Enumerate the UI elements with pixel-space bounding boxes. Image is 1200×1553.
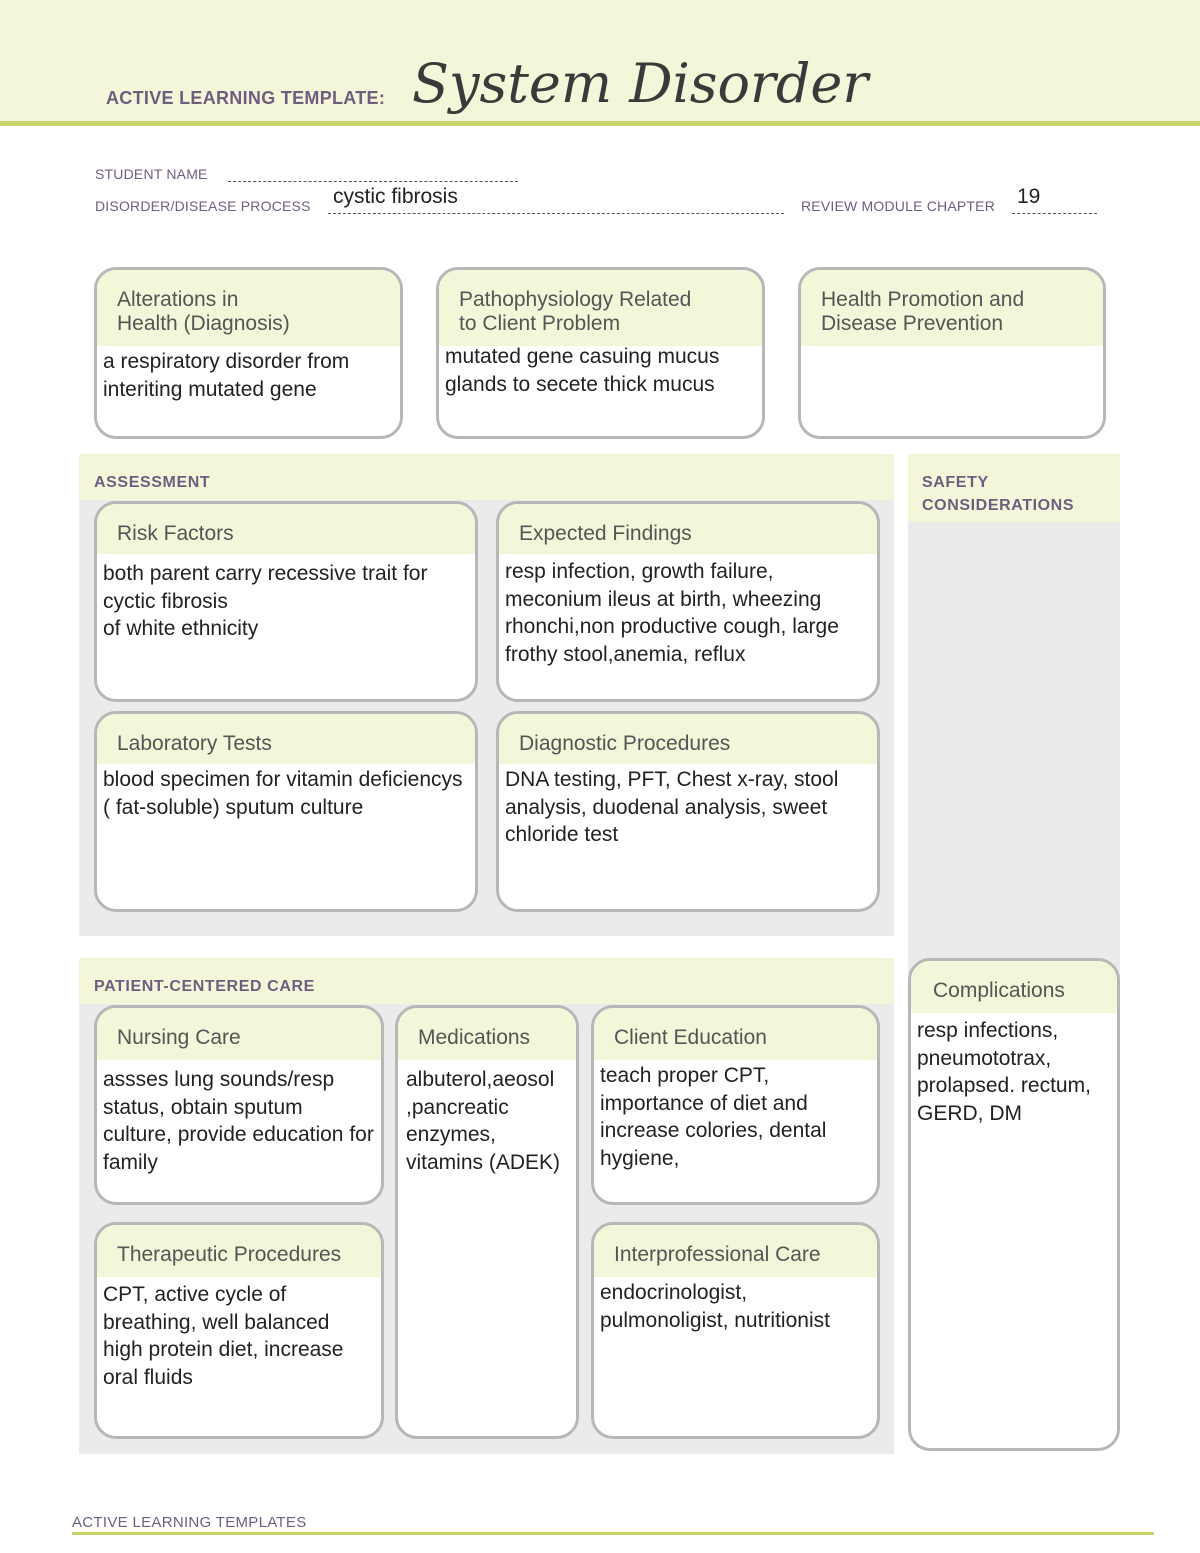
- card-title: Medications: [398, 1008, 576, 1060]
- card-body[interactable]: both parent carry recessive trait for cyctic fibrosis of white ethnicity: [103, 562, 428, 640]
- card-title: Expected Findings: [499, 504, 877, 554]
- footer-divider: [72, 1532, 1154, 1535]
- card-body[interactable]: a respiratory disorder from interiting mutated gene: [103, 350, 350, 401]
- card-expected-findings: [496, 501, 880, 702]
- card-title: Nursing Care: [97, 1008, 381, 1060]
- card-body[interactable]: mutated gene casuing mucus glands to secete thick mucus: [445, 345, 720, 396]
- card-nursing-care: [94, 1005, 384, 1205]
- card-title: Risk Factors: [97, 504, 475, 554]
- card-interprofessional-care: [591, 1222, 880, 1439]
- card-body[interactable]: teach proper CPT, importance of diet and increase colories, dental hygiene,: [600, 1064, 827, 1170]
- card-pathophysiology: [436, 267, 765, 439]
- card-title: Complications: [911, 961, 1117, 1013]
- patient-care-label: PATIENT-CENTERED CARE: [94, 978, 315, 995]
- card-client-education: [591, 1005, 880, 1205]
- safety-panel: [908, 454, 1120, 982]
- template-label: ACTIVE LEARNING TEMPLATE:: [106, 88, 386, 108]
- page-title: System Disorder: [412, 52, 869, 115]
- student-name-label: STUDENT NAME: [95, 166, 208, 182]
- chapter-underline: [1012, 213, 1097, 214]
- card-laboratory-tests: [94, 711, 478, 912]
- card-body[interactable]: DNA testing, PFT, Chest x-ray, stool analysis, duodenal analysis, sweet chloride test: [505, 768, 839, 846]
- card-title: Pathophysiology Related to Client Problem: [439, 270, 762, 346]
- disorder-underline: [328, 213, 784, 214]
- card-body[interactable]: resp infection, growth failure, meconium ileus at birth, wheezing rhonchi,non productive cough, large frothy stool,anemia, reflux: [505, 560, 839, 666]
- card-diagnostic-procedures: [496, 711, 880, 912]
- card-title: Alterations in Health (Diagnosis): [97, 270, 400, 346]
- card-alterations-in-health: [94, 267, 403, 439]
- safety-label: SAFETY CONSIDERATIONS: [922, 474, 1075, 514]
- card-title: Laboratory Tests: [97, 714, 475, 764]
- card-medications: [395, 1005, 579, 1439]
- card-body[interactable]: albuterol,aeosol ,pancreatic enzymes, vitamins (ADEK): [406, 1068, 561, 1174]
- card-therapeutic-procedures: [94, 1222, 384, 1439]
- card-title: Therapeutic Procedures: [97, 1225, 381, 1277]
- card-health-promotion: [798, 267, 1106, 439]
- card-body[interactable]: endocrinologist, pulmonoligist, nutritionist: [600, 1281, 830, 1332]
- chapter-field[interactable]: 19: [1017, 185, 1041, 208]
- card-complications: [908, 958, 1120, 1451]
- student-name-underline: [228, 181, 518, 182]
- card-body[interactable]: CPT, active cycle of breathing, well balanced high protein diet, increase oral fluids: [103, 1283, 344, 1389]
- card-risk-factors: [94, 501, 478, 702]
- card-body[interactable]: [801, 346, 1103, 350]
- card-title: Health Promotion and Disease Prevention: [801, 270, 1103, 346]
- card-body[interactable]: resp infections, pneumototrax, prolapsed. rectum, GERD, DM: [917, 1019, 1091, 1125]
- card-body[interactable]: assses lung sounds/resp status, obtain sputum culture, provide education for family: [103, 1068, 374, 1174]
- disorder-field[interactable]: cystic fibrosis: [333, 185, 458, 208]
- header-divider: [0, 121, 1200, 126]
- chapter-label: REVIEW MODULE CHAPTER: [801, 198, 995, 214]
- card-title: Client Education: [594, 1008, 877, 1060]
- card-title: Diagnostic Procedures: [499, 714, 877, 764]
- card-title: Interprofessional Care: [594, 1225, 877, 1277]
- assessment-label: ASSESSMENT: [94, 474, 211, 491]
- footer-label: ACTIVE LEARNING TEMPLATES: [72, 1514, 307, 1531]
- disorder-label: DISORDER/DISEASE PROCESS: [95, 198, 311, 214]
- card-body[interactable]: blood specimen for vitamin deficiencys ( fat-soluble) sputum culture: [103, 768, 463, 819]
